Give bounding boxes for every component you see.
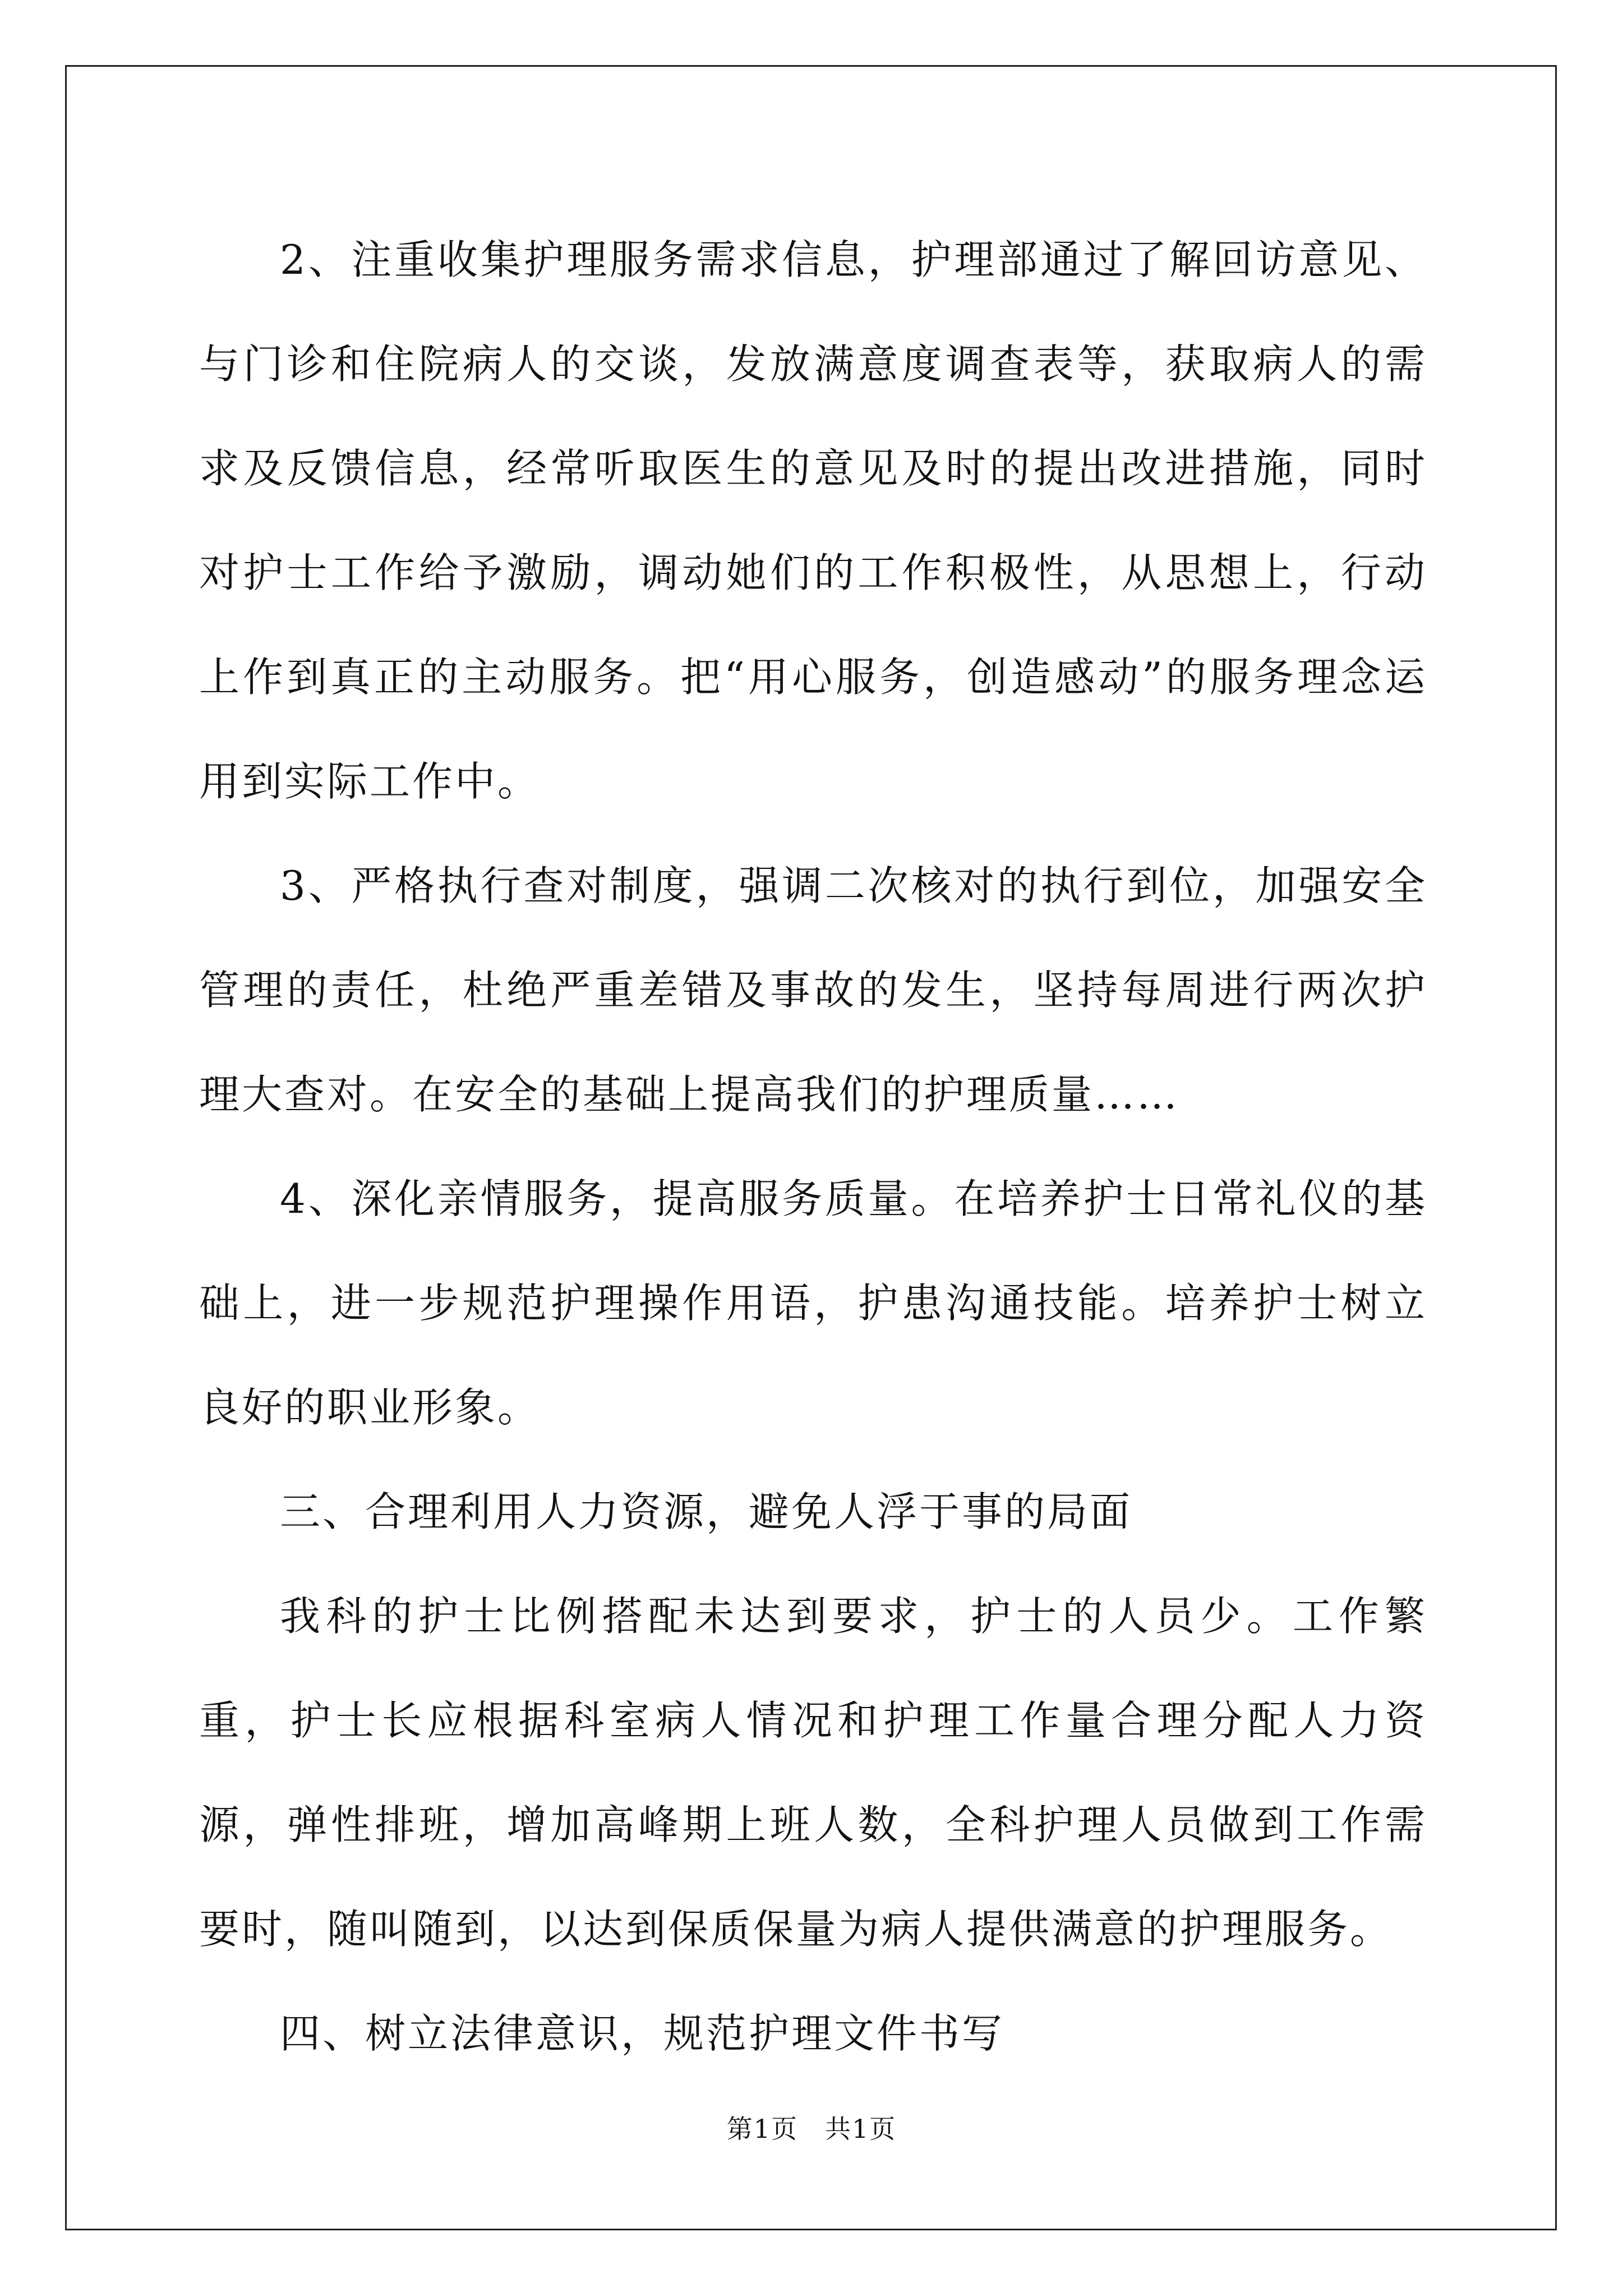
document-body: [199, 208, 1427, 2086]
section-heading-legal-awareness: 四、树立法律意识，规范护理文件书写: [280, 2010, 1005, 2057]
paragraph-staffing: 我科的护士比例搭配未达到要求，护士的人员少。工作繁重，护士长应根据科室病人情况和护理工作量合理分配人力资源，弹性排班，增加高峰期上班人数，全科护理人员做到工作需要时，随叫随到，以达到保质保量为病人提供满意的护理服务。: [199, 1593, 1427, 1953]
paragraph-check-system: 3、严格执行查对制度，强调二次核对的执行到位，加强安全管理的责任，杜绝严重差错及事故的发生，坚持每周进行两次护理大查对。在安全的基础上提高我们的护理质量……: [199, 862, 1427, 1118]
page-footer: 第1页 共1页: [726, 2114, 897, 2144]
paragraph-family-service: 4、深化亲情服务，提高服务质量。在培养护士日常礼仪的基础上，进一步规范护理操作用语，护患沟通技能。培养护士树立良好的职业形象。: [199, 1175, 1427, 1431]
section-heading-human-resources: 三、合理利用人力资源，避免人浮于事的局面: [280, 1488, 1133, 1535]
paragraph-service-info: 2、注重收集护理服务需求信息，护理部通过了解回访意见、与门诊和住院病人的交谈，发放满意度调查表等，获取病人的需求及反馈信息，经常听取医生的意见及时的提出改进措施，同时对护士工作给予激励，调动她们的工作积极性，从思想上，行动上作到真正的主动服务。把“用心服务，创造感动”的服务理念运用到实际工作中。: [199, 236, 1427, 805]
